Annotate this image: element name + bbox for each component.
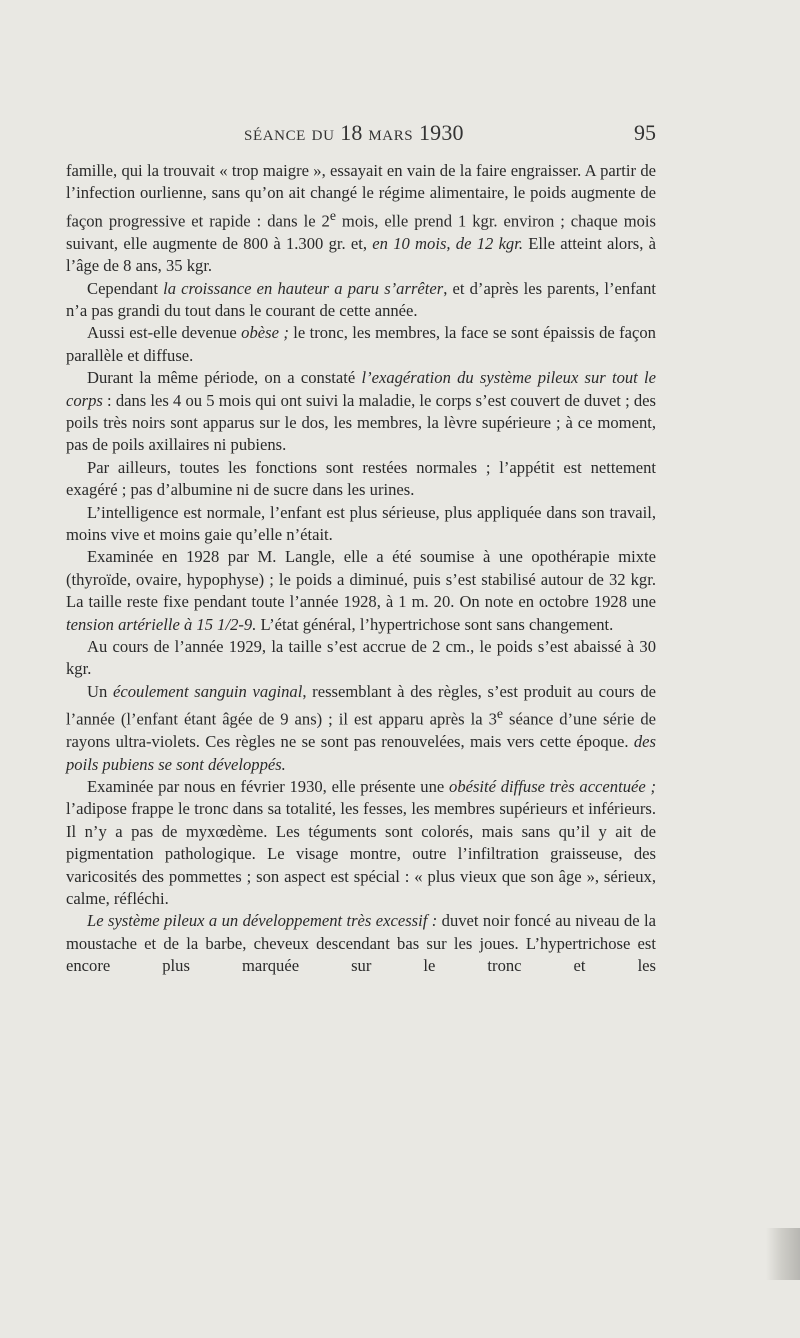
p11-text-1: duvet noir foncé au niveau de la moustache et de la barbe, cheveux descendant bas sur les joues. L’hypertrichose est encore plus marquée sur le tronc et les bbox=[66, 911, 656, 976]
p10-italic: obésité diffuse très accentuée ; bbox=[449, 777, 656, 797]
p1-text-1: famille, qui la trouvait « trop maigre », essayait en vain de la faire engraisser. A partir de l’infection ourlienne, sans qu’on ait changé le régime alimentaire, le poids augmente de façon progressive et rapide : dans le 2 bbox=[66, 161, 656, 231]
p1-italic: en 10 mois, de 12 kgr. bbox=[372, 233, 523, 253]
p1-text-2: mois, elle prend 1 kgr. environ ; chaque mois suivant, elle augmente de 800 à 1.300 gr. et, bbox=[66, 211, 656, 253]
header-word-seance: SÉANCE bbox=[244, 128, 306, 144]
p4-text-1: Durant la même période, on a constaté bbox=[87, 368, 362, 388]
p9-text-3: séance d’une série de rayons ultra-violets. Ces règles ne se sont pas renouvelées, mais vers cette époque. bbox=[66, 709, 656, 752]
paragraph-7 bbox=[66, 546, 656, 636]
p7-text-1: Examinée en 1928 par M. Langle, elle a été soumise à une opothérapie mixte (thyroïde, ovaire, hypophyse) ; le poids a diminué, puis s’est stabilisé autour de 32 kgr. La taille reste fixe pendant toute l’année 1928, à 1 m. 20. On note en octobre 1928 une bbox=[66, 547, 656, 612]
paragraph-8: Au cours de l’année 1929, la taille s’est accrue de 2 cm., le poids s’est abaissé à 30 kgr. bbox=[66, 637, 656, 679]
page-number: 95 bbox=[634, 120, 656, 145]
p9-sup: e bbox=[496, 706, 504, 722]
paragraph-6: L’intelligence est normale, l’enfant est plus sérieuse, plus appliquée dans son travail, moins vive et moins gaie qu’elle n’était. bbox=[66, 502, 656, 545]
paragraph-3 bbox=[66, 322, 656, 367]
p3-italic: obèse ; bbox=[241, 323, 289, 343]
paragraph-11 bbox=[66, 910, 656, 977]
p10-text-2: l’adipose frappe le tronc dans sa totalité, les fesses, les membres supérieurs et inférieurs. Il n’y a pas de myxœdème. Les téguments sont colorés, mais sans qu’il y ait de pigmentation pathologique. Le visage montre, outre l’infiltration graisseuse, des varicosités des pommettes ; son aspect est spécial : « plus vieux que son âge », sérieux, calme, réfléchi. bbox=[66, 799, 656, 909]
header-word-du: DU bbox=[311, 128, 335, 144]
p1-text-3: Elle atteint alors, à l’âge de 8 ans, 35 kgr. bbox=[66, 233, 656, 276]
p7-italic: tension artérielle à 15 1/2-9. bbox=[66, 614, 257, 634]
paragraph-5: Par ailleurs, toutes les fonctions sont restées normales ; l’appétit est nettement exagéré ; pas d’albumine ni de sucre dans les urines. bbox=[66, 457, 656, 500]
p9-text-1: Un bbox=[87, 681, 113, 701]
p9-italic-2: des poils pubiens se sont développés. bbox=[66, 732, 656, 774]
paragraph-9 bbox=[66, 681, 656, 776]
paragraph-2 bbox=[66, 278, 656, 323]
p2-italic: la croissance en hauteur a paru s’arrêter bbox=[163, 278, 444, 298]
p3-text-2: le tronc, les membres, la face se sont épaissis de façon parallèle et diffuse. bbox=[66, 323, 656, 365]
body-text bbox=[66, 160, 656, 978]
p7-text-2: L’état général, l’hypertrichose sont sans changement. bbox=[256, 614, 614, 634]
p4-italic: l’exagération du système pileux sur tout le corps bbox=[66, 368, 657, 410]
p4-text-2: : dans les 4 ou 5 mois qui ont suivi la maladie, le corps s’est couvert de duvet ; des poils très noirs sont apparus sur le dos, les membres, la lèvre supérieure ; à ce moment, pas de poils axillaires ni pubiens. bbox=[66, 390, 656, 455]
header-month: MARS bbox=[368, 128, 414, 144]
p9-italic-1: écoulement sanguin vaginal bbox=[113, 681, 303, 701]
p3-text-1: Aussi est-elle devenue bbox=[87, 323, 242, 343]
p1-sup: e bbox=[329, 207, 336, 223]
header-title bbox=[244, 119, 464, 150]
p9-text-2: , ressemblant à des règles, s’est produit au cours de l’année (l’enfant étant âgée de 9 ans) ; il est apparu après la 3 bbox=[66, 681, 656, 729]
header-year: 1930 bbox=[418, 120, 464, 145]
paragraph-4 bbox=[66, 367, 656, 457]
scan-edge-mark bbox=[766, 1228, 800, 1280]
p2-text-1: Cependant bbox=[87, 278, 164, 298]
paragraph-1 bbox=[66, 160, 656, 278]
paragraph-10 bbox=[66, 776, 656, 910]
header-day: 18 bbox=[340, 120, 363, 145]
p11-italic: Le système pileux a un développement très excessif : bbox=[87, 911, 438, 931]
p10-text-1: Examinée par nous en février 1930, elle présente une bbox=[87, 777, 450, 797]
p2-text-2: , et d’après les parents, l’enfant n’a pas grandi du tout dans le courant de cette année. bbox=[66, 278, 656, 320]
